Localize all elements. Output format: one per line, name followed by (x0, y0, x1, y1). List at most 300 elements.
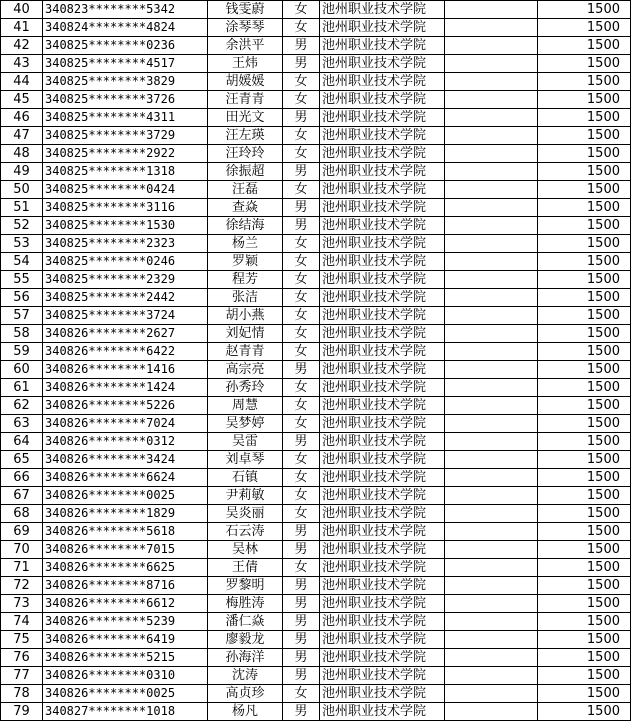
subsidy-amount: 1500 (538, 19, 631, 37)
student-name: 刘卓琴 (208, 451, 283, 469)
subsidy-amount: 1500 (538, 397, 631, 415)
id-number: 340823********5342 (43, 1, 208, 19)
student-name: 高宗亮 (208, 361, 283, 379)
table-row (1, 523, 631, 541)
school-name: 池州职业技术学院 (320, 631, 445, 649)
row-number: 64 (1, 433, 43, 451)
table-row (1, 163, 631, 181)
id-number: 340824********4824 (43, 19, 208, 37)
school-name: 池州职业技术学院 (320, 19, 445, 37)
empty-cell (445, 307, 538, 325)
subsidy-amount: 1500 (538, 631, 631, 649)
empty-cell (445, 649, 538, 667)
school-name: 池州职业技术学院 (320, 415, 445, 433)
empty-cell (445, 469, 538, 487)
id-number: 340825********3116 (43, 199, 208, 217)
gender: 男 (283, 613, 320, 631)
gender: 男 (283, 595, 320, 613)
gender: 女 (283, 253, 320, 271)
row-number: 71 (1, 559, 43, 577)
empty-cell (445, 253, 538, 271)
empty-cell (445, 595, 538, 613)
school-name: 池州职业技术学院 (320, 217, 445, 235)
empty-cell (445, 397, 538, 415)
id-number: 340825********1318 (43, 163, 208, 181)
subsidy-amount: 1500 (538, 379, 631, 397)
empty-cell (445, 181, 538, 199)
table-row (1, 127, 631, 145)
row-number: 50 (1, 181, 43, 199)
id-number: 340826********5618 (43, 523, 208, 541)
gender: 男 (283, 703, 320, 721)
student-name: 吴雷 (208, 433, 283, 451)
subsidy-amount: 1500 (538, 253, 631, 271)
subsidy-amount: 1500 (538, 343, 631, 361)
student-name: 罗颖 (208, 253, 283, 271)
empty-cell (445, 433, 538, 451)
student-name: 吴梦婷 (208, 415, 283, 433)
row-number: 63 (1, 415, 43, 433)
school-name: 池州职业技术学院 (320, 559, 445, 577)
row-number: 55 (1, 271, 43, 289)
row-number: 48 (1, 145, 43, 163)
gender: 女 (283, 343, 320, 361)
row-number: 53 (1, 235, 43, 253)
student-name: 田光文 (208, 109, 283, 127)
gender: 女 (283, 181, 320, 199)
student-name: 汪玲玲 (208, 145, 283, 163)
row-number: 77 (1, 667, 43, 685)
empty-cell (445, 271, 538, 289)
row-number: 46 (1, 109, 43, 127)
id-number: 340826********8716 (43, 577, 208, 595)
subsidy-amount: 1500 (538, 1, 631, 19)
student-name: 沈涛 (208, 667, 283, 685)
empty-cell (445, 505, 538, 523)
id-number: 340825********2329 (43, 271, 208, 289)
id-number: 340827********1018 (43, 703, 208, 721)
subsidy-amount: 1500 (538, 361, 631, 379)
row-number: 43 (1, 55, 43, 73)
row-number: 79 (1, 703, 43, 721)
gender: 女 (283, 469, 320, 487)
id-number: 340825********2323 (43, 235, 208, 253)
empty-cell (445, 289, 538, 307)
table-row (1, 253, 631, 271)
gender: 男 (283, 37, 320, 55)
subsidy-amount: 1500 (538, 271, 631, 289)
table-row (1, 595, 631, 613)
subsidy-amount: 1500 (538, 541, 631, 559)
empty-cell (445, 613, 538, 631)
row-number: 69 (1, 523, 43, 541)
school-name: 池州职业技术学院 (320, 523, 445, 541)
table-row (1, 703, 631, 721)
student-name: 孙秀玲 (208, 379, 283, 397)
empty-cell (445, 37, 538, 55)
empty-cell (445, 217, 538, 235)
school-name: 池州职业技术学院 (320, 145, 445, 163)
row-number: 70 (1, 541, 43, 559)
id-number: 340826********5239 (43, 613, 208, 631)
row-number: 56 (1, 289, 43, 307)
subsidy-amount: 1500 (538, 559, 631, 577)
id-number: 340826********1424 (43, 379, 208, 397)
school-name: 池州职业技术学院 (320, 127, 445, 145)
student-name: 石云涛 (208, 523, 283, 541)
table-body (1, 1, 631, 721)
empty-cell (445, 415, 538, 433)
student-name: 赵青青 (208, 343, 283, 361)
empty-cell (445, 127, 538, 145)
table-row (1, 181, 631, 199)
id-number: 340826********6624 (43, 469, 208, 487)
student-name: 吴林 (208, 541, 283, 559)
student-name: 胡小燕 (208, 307, 283, 325)
id-number: 340826********0025 (43, 685, 208, 703)
id-number: 340825********3729 (43, 127, 208, 145)
empty-cell (445, 343, 538, 361)
school-name: 池州职业技术学院 (320, 181, 445, 199)
empty-cell (445, 667, 538, 685)
table-row (1, 37, 631, 55)
row-number: 61 (1, 379, 43, 397)
subsidy-amount: 1500 (538, 217, 631, 235)
id-number: 340826********1829 (43, 505, 208, 523)
subsidy-amount: 1500 (538, 523, 631, 541)
gender: 男 (283, 433, 320, 451)
school-name: 池州职业技术学院 (320, 613, 445, 631)
id-number: 340825********0424 (43, 181, 208, 199)
student-name: 余洪平 (208, 37, 283, 55)
student-name: 王倩 (208, 559, 283, 577)
id-number: 340825********4517 (43, 55, 208, 73)
student-name: 杨凡 (208, 703, 283, 721)
school-name: 池州职业技术学院 (320, 109, 445, 127)
row-number: 52 (1, 217, 43, 235)
empty-cell (445, 451, 538, 469)
gender: 女 (283, 1, 320, 19)
subsidy-amount: 1500 (538, 37, 631, 55)
id-number: 340825********4311 (43, 109, 208, 127)
row-number: 60 (1, 361, 43, 379)
row-number: 47 (1, 127, 43, 145)
table-row (1, 505, 631, 523)
row-number: 68 (1, 505, 43, 523)
empty-cell (445, 91, 538, 109)
empty-cell (445, 577, 538, 595)
row-number: 49 (1, 163, 43, 181)
subsidy-amount: 1500 (538, 433, 631, 451)
student-name: 查焱 (208, 199, 283, 217)
school-name: 池州职业技术学院 (320, 505, 445, 523)
school-name: 池州职业技术学院 (320, 577, 445, 595)
row-number: 65 (1, 451, 43, 469)
row-number: 40 (1, 1, 43, 19)
student-name: 石镇 (208, 469, 283, 487)
table-row (1, 487, 631, 505)
empty-cell (445, 523, 538, 541)
student-name: 徐结海 (208, 217, 283, 235)
gender: 女 (283, 145, 320, 163)
table-row (1, 145, 631, 163)
empty-cell (445, 487, 538, 505)
empty-cell (445, 73, 538, 91)
table-row (1, 685, 631, 703)
id-number: 340826********6422 (43, 343, 208, 361)
table-row (1, 649, 631, 667)
student-name: 尹莉敏 (208, 487, 283, 505)
id-number: 340825********3726 (43, 91, 208, 109)
gender: 男 (283, 631, 320, 649)
gender: 男 (283, 541, 320, 559)
student-name: 汪左瑛 (208, 127, 283, 145)
school-name: 池州职业技术学院 (320, 451, 445, 469)
subsidy-amount: 1500 (538, 199, 631, 217)
table-row (1, 433, 631, 451)
id-number: 340825********3724 (43, 307, 208, 325)
school-name: 池州职业技术学院 (320, 73, 445, 91)
id-number: 340826********0025 (43, 487, 208, 505)
row-number: 66 (1, 469, 43, 487)
school-name: 池州职业技术学院 (320, 163, 445, 181)
student-name: 罗黎明 (208, 577, 283, 595)
empty-cell (445, 325, 538, 343)
gender: 男 (283, 577, 320, 595)
empty-cell (445, 55, 538, 73)
school-name: 池州职业技术学院 (320, 325, 445, 343)
subsidy-amount: 1500 (538, 505, 631, 523)
school-name: 池州职业技术学院 (320, 397, 445, 415)
table-row (1, 361, 631, 379)
gender: 女 (283, 505, 320, 523)
subsidy-amount: 1500 (538, 109, 631, 127)
id-number: 340826********1416 (43, 361, 208, 379)
school-name: 池州职业技术学院 (320, 469, 445, 487)
table-row (1, 73, 631, 91)
student-name: 程芳 (208, 271, 283, 289)
gender: 女 (283, 379, 320, 397)
school-name: 池州职业技术学院 (320, 433, 445, 451)
gender: 男 (283, 163, 320, 181)
table-row (1, 109, 631, 127)
student-name: 梅胜涛 (208, 595, 283, 613)
id-number: 340826********6419 (43, 631, 208, 649)
empty-cell (445, 379, 538, 397)
row-number: 42 (1, 37, 43, 55)
id-number: 340825********3829 (43, 73, 208, 91)
student-name: 高贞珍 (208, 685, 283, 703)
row-number: 45 (1, 91, 43, 109)
subsidy-amount: 1500 (538, 487, 631, 505)
school-name: 池州职业技术学院 (320, 541, 445, 559)
student-name: 钱雯蔚 (208, 1, 283, 19)
subsidy-amount: 1500 (538, 145, 631, 163)
row-number: 78 (1, 685, 43, 703)
empty-cell (445, 559, 538, 577)
gender: 女 (283, 271, 320, 289)
empty-cell (445, 235, 538, 253)
gender: 女 (283, 19, 320, 37)
subsidy-amount: 1500 (538, 703, 631, 721)
gender: 女 (283, 397, 320, 415)
id-number: 340826********0312 (43, 433, 208, 451)
subsidy-amount: 1500 (538, 613, 631, 631)
id-number: 340826********6612 (43, 595, 208, 613)
student-name: 廖毅龙 (208, 631, 283, 649)
subsidy-amount: 1500 (538, 469, 631, 487)
id-number: 340826********5215 (43, 649, 208, 667)
row-number: 58 (1, 325, 43, 343)
empty-cell (445, 703, 538, 721)
student-name: 王炜 (208, 55, 283, 73)
table-row (1, 613, 631, 631)
subsidy-amount: 1500 (538, 649, 631, 667)
gender: 女 (283, 91, 320, 109)
table-row (1, 667, 631, 685)
subsidy-amount: 1500 (538, 55, 631, 73)
table-row (1, 1, 631, 19)
school-name: 池州职业技术学院 (320, 361, 445, 379)
gender: 男 (283, 55, 320, 73)
gender: 女 (283, 325, 320, 343)
subsidy-amount: 1500 (538, 73, 631, 91)
id-number: 340825********0236 (43, 37, 208, 55)
table-row (1, 343, 631, 361)
row-number: 59 (1, 343, 43, 361)
table-row (1, 289, 631, 307)
row-number: 41 (1, 19, 43, 37)
empty-cell (445, 19, 538, 37)
subsidy-amount: 1500 (538, 181, 631, 199)
school-name: 池州职业技术学院 (320, 667, 445, 685)
gender: 男 (283, 523, 320, 541)
subsidy-amount: 1500 (538, 415, 631, 433)
row-number: 75 (1, 631, 43, 649)
table-row (1, 55, 631, 73)
gender: 女 (283, 235, 320, 253)
subsidy-amount: 1500 (538, 289, 631, 307)
table-row (1, 415, 631, 433)
empty-cell (445, 109, 538, 127)
student-name: 涂琴琴 (208, 19, 283, 37)
id-number: 340825********0246 (43, 253, 208, 271)
student-name: 刘妃情 (208, 325, 283, 343)
row-number: 51 (1, 199, 43, 217)
gender: 男 (283, 361, 320, 379)
id-number: 340826********2627 (43, 325, 208, 343)
row-number: 72 (1, 577, 43, 595)
empty-cell (445, 199, 538, 217)
row-number: 74 (1, 613, 43, 631)
row-number: 76 (1, 649, 43, 667)
school-name: 池州职业技术学院 (320, 307, 445, 325)
gender: 女 (283, 685, 320, 703)
school-name: 池州职业技术学院 (320, 253, 445, 271)
table-row (1, 379, 631, 397)
gender: 女 (283, 451, 320, 469)
student-name: 潘仁焱 (208, 613, 283, 631)
student-name: 徐振超 (208, 163, 283, 181)
gender: 女 (283, 487, 320, 505)
school-name: 池州职业技术学院 (320, 685, 445, 703)
school-name: 池州职业技术学院 (320, 199, 445, 217)
gender: 女 (283, 307, 320, 325)
table-row (1, 307, 631, 325)
row-number: 62 (1, 397, 43, 415)
id-number: 340826********0310 (43, 667, 208, 685)
empty-cell (445, 685, 538, 703)
school-name: 池州职业技术学院 (320, 55, 445, 73)
subsidy-amount: 1500 (538, 235, 631, 253)
gender: 男 (283, 649, 320, 667)
gender: 男 (283, 199, 320, 217)
table-row (1, 397, 631, 415)
id-number: 340825********1530 (43, 217, 208, 235)
school-name: 池州职业技术学院 (320, 91, 445, 109)
student-name: 周慧 (208, 397, 283, 415)
subsidy-amount: 1500 (538, 595, 631, 613)
subsidy-amount: 1500 (538, 685, 631, 703)
subsidy-amount: 1500 (538, 127, 631, 145)
student-name: 汪青青 (208, 91, 283, 109)
gender: 女 (283, 289, 320, 307)
table-row (1, 19, 631, 37)
school-name: 池州职业技术学院 (320, 487, 445, 505)
student-name: 张洁 (208, 289, 283, 307)
id-number: 340825********2922 (43, 145, 208, 163)
subsidy-amount: 1500 (538, 91, 631, 109)
empty-cell (445, 631, 538, 649)
student-name: 胡媛媛 (208, 73, 283, 91)
subsidy-amount: 1500 (538, 163, 631, 181)
id-number: 340826********5226 (43, 397, 208, 415)
subsidy-amount: 1500 (538, 451, 631, 469)
empty-cell (445, 541, 538, 559)
table-row (1, 271, 631, 289)
table-row (1, 577, 631, 595)
row-number: 54 (1, 253, 43, 271)
subsidy-amount: 1500 (538, 667, 631, 685)
school-name: 池州职业技术学院 (320, 649, 445, 667)
id-number: 340826********7024 (43, 415, 208, 433)
row-number: 73 (1, 595, 43, 613)
id-number: 340826********7015 (43, 541, 208, 559)
id-number: 340826********6625 (43, 559, 208, 577)
table-row (1, 199, 631, 217)
gender: 女 (283, 127, 320, 145)
subsidy-amount: 1500 (538, 307, 631, 325)
school-name: 池州职业技术学院 (320, 271, 445, 289)
school-name: 池州职业技术学院 (320, 595, 445, 613)
table-row (1, 91, 631, 109)
student-name: 吴炎丽 (208, 505, 283, 523)
row-number: 67 (1, 487, 43, 505)
gender: 男 (283, 667, 320, 685)
gender: 女 (283, 415, 320, 433)
school-name: 池州职业技术学院 (320, 343, 445, 361)
table-row (1, 469, 631, 487)
gender: 女 (283, 559, 320, 577)
school-name: 池州职业技术学院 (320, 379, 445, 397)
row-number: 57 (1, 307, 43, 325)
subsidy-amount: 1500 (538, 325, 631, 343)
table-row (1, 217, 631, 235)
empty-cell (445, 1, 538, 19)
table-row (1, 631, 631, 649)
student-name: 杨兰 (208, 235, 283, 253)
empty-cell (445, 361, 538, 379)
